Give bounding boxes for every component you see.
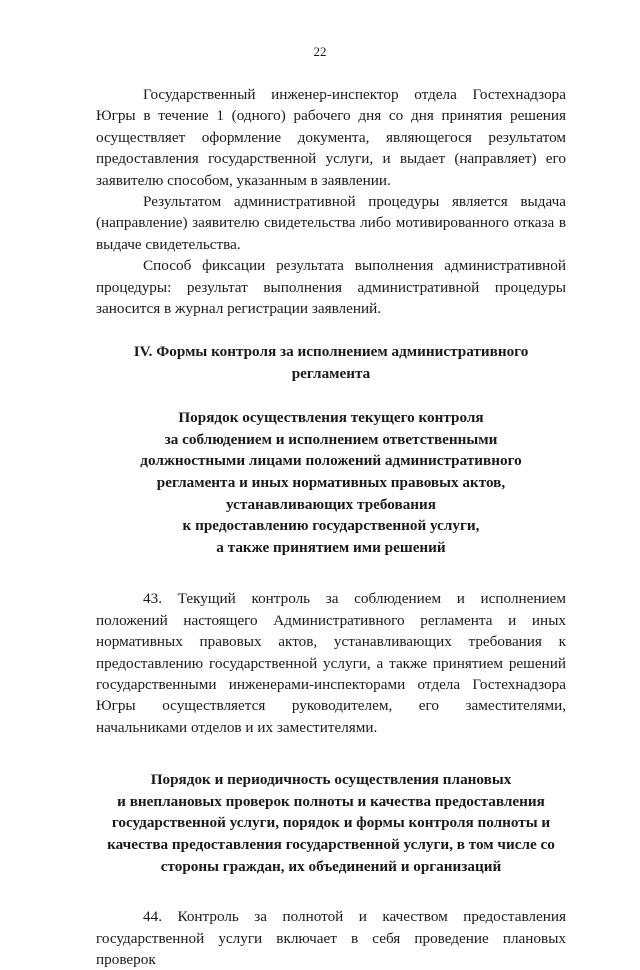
subheading-line: качества предоставления государственной услуги, в том числе со — [107, 836, 555, 854]
subheading-line: стороны граждан, их объединений и организаций — [160, 857, 502, 875]
subheading-line: государственной услуги, порядок и формы контроля полноты и — [111, 814, 551, 832]
section-heading: IV. Формы контроля за исполнением административного регламента — [133, 343, 529, 382]
paragraph-44: 44. Контроль за полнотой и качеством предоставления государственной услуги включает в себя проведение плановых проверок — [96, 908, 566, 969]
subheading-line: а также принятием ими решений — [216, 538, 446, 556]
subheading-line: и внеплановых проверок полноты и качества предоставления — [117, 792, 545, 810]
page-body — [96, 84, 566, 970]
subheading-line: к предоставлению государственной услуги, — [182, 517, 480, 535]
subheading-line: Порядок осуществления текущего контроля — [178, 409, 484, 427]
paragraph-43: 43. Текущий контроль за соблюдением и исполнением положений настоящего Административного регламента и иных нормативных правовых актов, устанавливающих требования к предоставлению государственной услуги, а также принятием решений государственными инженерами-инспекторами отдела Гостехнадзора Югры осуществляется руководителем, его заместителями, начальниками отделов и их заместителями. — [96, 590, 566, 736]
paragraph-procedure-result: Результатом административной процедуры является выдача (направление) заявителю свидетельства либо мотивированного отказа в выдаче свидетельства. — [96, 193, 566, 253]
page-number: 22 — [313, 44, 327, 59]
subheading-line: Порядок и периодичность осуществления плановых — [150, 771, 512, 789]
subheading-inspections — [96, 769, 566, 877]
subheading-line: должностными лицами положений административного — [140, 452, 522, 470]
subheading-current-control — [96, 407, 566, 558]
subheading-line: за соблюдением и исполнением ответственными — [164, 430, 498, 448]
paragraph-fixation-method: Способ фиксации результата выполнения административной процедуры: результат выполнения административной процедуры заносится в журнал регистрации заявлений. — [96, 257, 566, 318]
subheading-line: устанавливающих требования — [225, 495, 437, 513]
paragraph-result-processing: Государственный инженер-инспектор отдела Гостехнадзора Югры в течение 1 (одного) рабочего дня со дня принятия решения осуществляет оформление документа, являющегося результатом предоставления государственной услуги, и выдает (направляет) его заявителю способом, указанным в заявлении. — [96, 86, 566, 189]
subheading-line: регламента и иных нормативных правовых актов, — [156, 474, 506, 492]
